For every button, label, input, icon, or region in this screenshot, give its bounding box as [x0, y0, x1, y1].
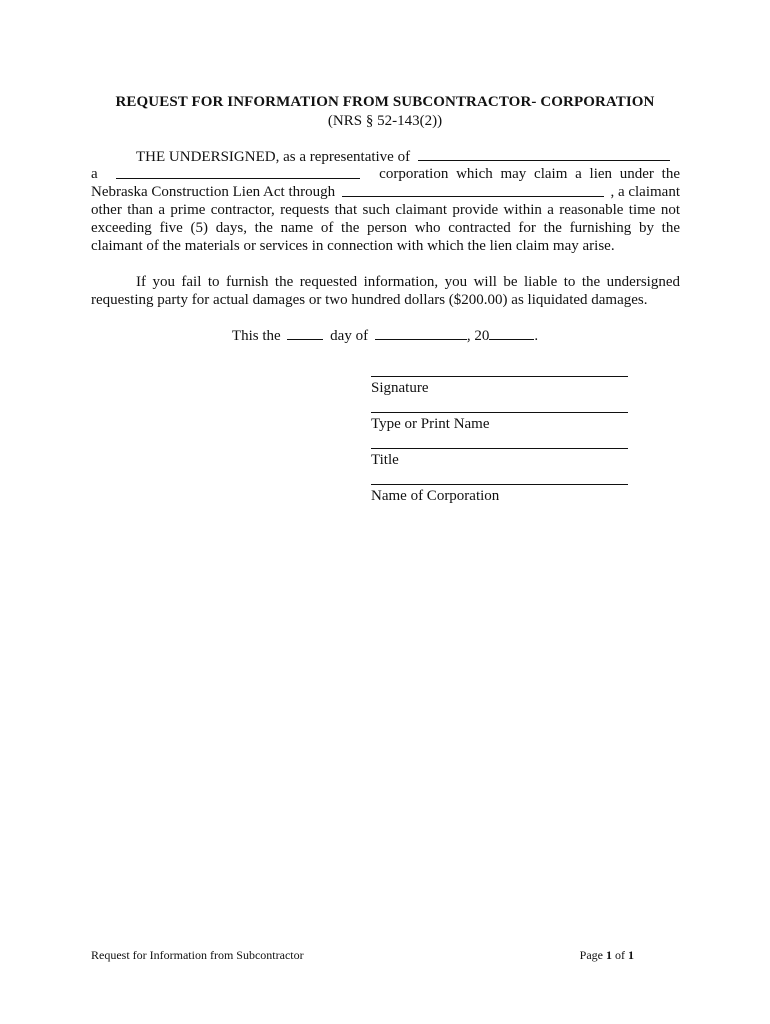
page-of-word: of: [615, 948, 625, 962]
this-the-text: This the: [231, 328, 281, 344]
month-field[interactable]: [375, 326, 467, 340]
corporation-name-field[interactable]: [116, 165, 360, 179]
signature-label: Signature: [371, 380, 429, 396]
paragraph-line: [91, 183, 680, 201]
article-a-text: a: [91, 166, 98, 182]
corporation-lien-text: corporation which may claim a lien under the: [379, 166, 680, 182]
day-of-text: day of: [330, 328, 369, 344]
title-label: Title: [371, 452, 399, 468]
paragraph-line: [91, 165, 680, 183]
claimant-suffix-text: , a claimant: [610, 184, 680, 200]
page-word: Page: [579, 948, 603, 962]
nebraska-act-text: Nebraska Construction Lien Act through: [91, 184, 336, 200]
page-number: [580, 948, 634, 963]
representative-of-field[interactable]: [418, 147, 670, 161]
print-name-line[interactable]: [371, 412, 628, 413]
date-period-text: .: [534, 328, 539, 344]
undersigned-text: THE UNDERSIGNED, as a representative of: [136, 149, 411, 165]
year-prefix-text: , 20: [466, 328, 490, 344]
paragraph-request: [91, 147, 680, 255]
footer-document-name: Request for Information from Subcontractor: [91, 948, 304, 962]
year-field[interactable]: [489, 326, 534, 340]
paragraph-line: claimant of the materials or services in connection with which the lien claim may arise.: [91, 238, 615, 254]
date-line: [0, 326, 770, 345]
statute-reference: (NRS § 52-143(2)): [327, 113, 443, 129]
paragraph-liability: [91, 273, 680, 309]
paragraph-line: [91, 147, 680, 165]
corporation-name-label: Name of Corporation: [371, 488, 500, 504]
day-field[interactable]: [287, 326, 323, 340]
page-total: 1: [628, 948, 634, 962]
corporation-name-line[interactable]: [371, 484, 628, 485]
claimant-name-field[interactable]: [342, 183, 604, 197]
paragraph-line: requesting party for actual damages or two hundred dollars ($200.00) as liquidated damages.: [91, 292, 648, 308]
paragraph-line: exceeding five (5) days, the name of the person who contracted for the furnishing by the: [91, 220, 680, 236]
title-line[interactable]: [371, 448, 628, 449]
signature-line[interactable]: [371, 376, 628, 377]
document-title: REQUEST FOR INFORMATION FROM SUBCONTRACTOR- CORPORATION: [115, 94, 655, 110]
paragraph-line: If you fail to furnish the requested information, you will be liable to the undersigned: [136, 274, 680, 290]
print-name-label: Type or Print Name: [371, 416, 490, 432]
page-current: 1: [606, 948, 612, 962]
paragraph-line: other than a prime contractor, requests that such claimant provide within a reasonable time not: [91, 202, 680, 218]
